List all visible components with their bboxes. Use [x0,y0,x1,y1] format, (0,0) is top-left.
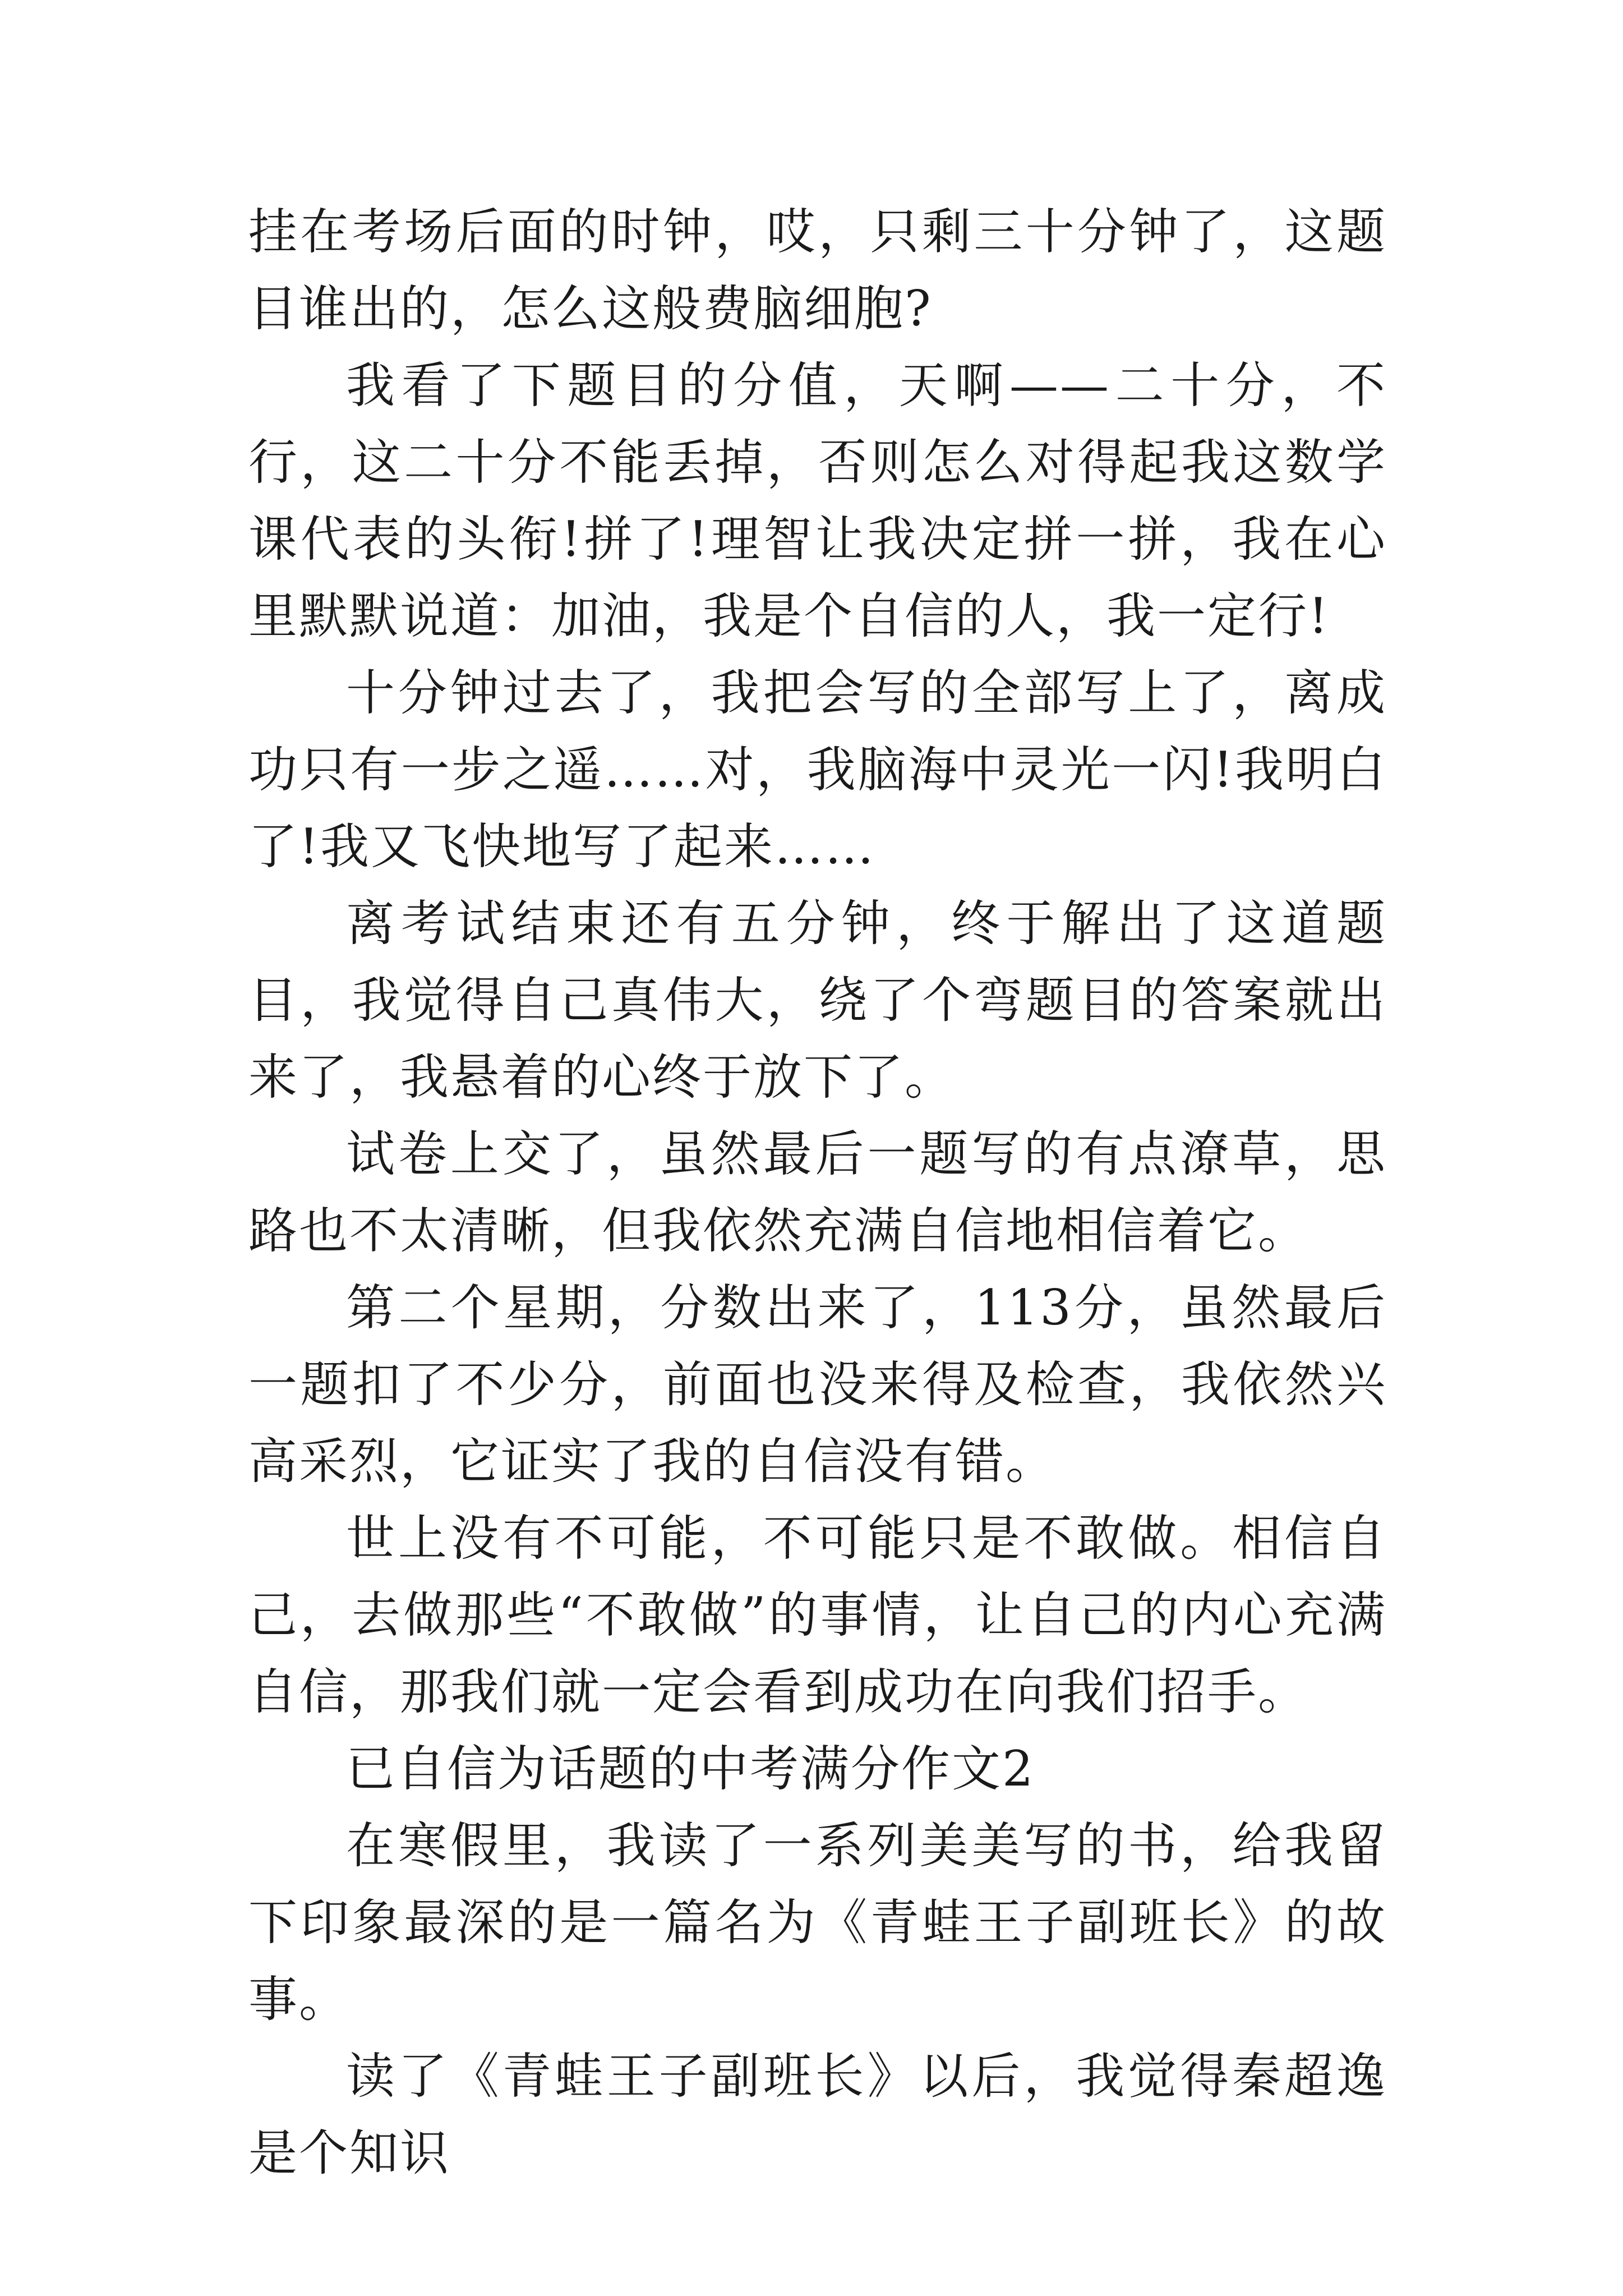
paragraph: 离考试结束还有五分钟，终于解出了这道题目，我觉得自己真伟大，绕了个弯题目的答案就出来了，我悬着的心终于放下了。 [248,895,1387,1106]
paragraph: 在寒假里，我读了一系列美美写的书，给我留下印象最深的是一篇名为《青蛙王子副班长》的故事。 [248,1817,1387,2028]
paragraph: 读了《青蛙王子副班长》以后，我觉得秦超逸是个知识 [248,2047,1387,2182]
paragraph: 十分钟过去了，我把会写的全部写上了，离成功只有一步之遥……对，我脑海中灵光一闪!我明白了!我又飞快地写了起来…… [248,664,1387,875]
section-heading: 已自信为话题的中考满分作文2 [346,1740,1035,1797]
essay-body [248,194,1387,2192]
paragraph: 我看了下题目的分值，天啊——二十分，不行，这二十分不能丢掉，否则怎么对得起我这数学课代表的头衔!拼了!理智让我决定拼一拼，我在心里默默说道：加油，我是个自信的人，我一定行! [248,357,1387,645]
paragraph: 试卷上交了，虽然最后一题写的有点潦草，思路也不太清晰，但我依然充满自信地相信着它。 [248,1125,1387,1259]
paragraph: 第二个星期，分数出来了，113分，虽然最后一题扣了不少分，前面也没来得及检查，我依然兴高采烈，它证实了我的自信没有错。 [248,1279,1387,1490]
paragraph: 挂在考场后面的时钟，哎，只剩三十分钟了，这题目谁出的，怎么这般费脑细胞? [248,203,1387,337]
paragraph: 世上没有不可能，不可能只是不敢做。相信自己，去做那些“不敢做”的事情，让自己的内心充满自信，那我们就一定会看到成功在向我们招手。 [248,1510,1387,1720]
